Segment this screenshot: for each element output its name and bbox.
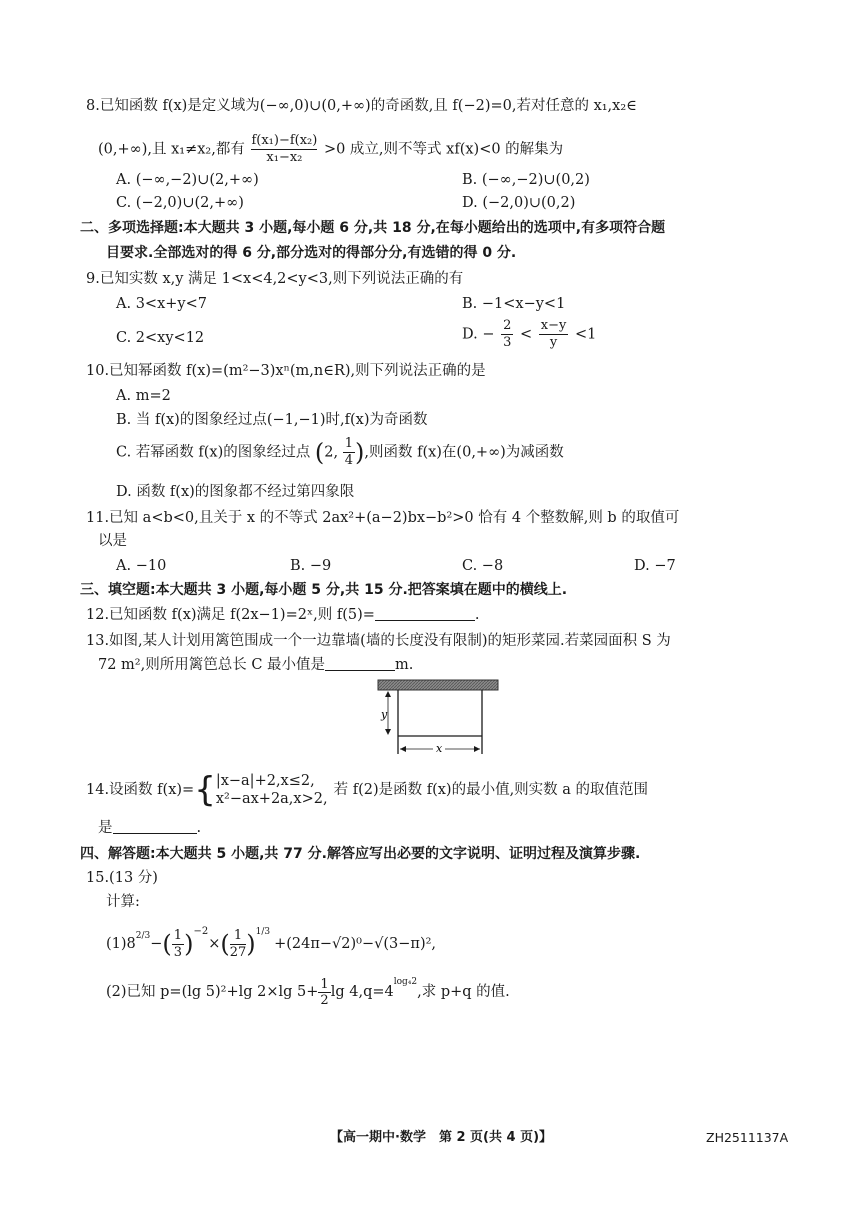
- q14-line2: [98, 818, 201, 838]
- q11-line2: 以是: [98, 533, 127, 549]
- q15-p1-exp2: −2: [193, 926, 209, 937]
- q15-p1-label: (1)8: [106, 936, 136, 952]
- q11-option-d: D. −7: [634, 558, 676, 574]
- q10-c-frac-num: 1: [344, 436, 353, 451]
- q15-p2-frac-den: 2: [320, 992, 329, 1008]
- q9-d-frac2: [539, 318, 569, 351]
- wall-icon: [378, 680, 498, 690]
- q15-p1-minus: −: [150, 936, 163, 952]
- q9-d-prefix: D. −: [462, 326, 495, 343]
- q14-suffix: 若 f(2)是函数 f(x)的最小值,则实数 a 的取值范围: [333, 782, 649, 798]
- section2-heading-line1: 二、多项选择题:本大题共 3 小题,每小题 6 分,共 18 分,在每小题给出的选项中,有多项符合题: [80, 220, 666, 236]
- q15-p1-lparen1: (: [162, 930, 172, 958]
- q8-option-b: B. (−∞,−2)∪(0,2): [462, 172, 590, 188]
- q15-p1-rparen1: ): [184, 930, 194, 958]
- q12-answer-blank[interactable]: [375, 606, 475, 621]
- q15-part1: [106, 922, 436, 962]
- q15-p1-frac2: [230, 928, 247, 961]
- q15-p1-frac1-den: 3: [173, 944, 183, 960]
- q8-frac-num: f(x₁)−f(x₂): [251, 133, 318, 148]
- q10-option-a: A. m=2: [116, 388, 171, 404]
- fig-x-label: x: [436, 742, 443, 755]
- x-arrow-left-icon: [400, 746, 406, 752]
- q10-stem: 10.已知幂函数 f(x)=(m²−3)xⁿ(m,n∈R),则下列说法正确的是: [86, 363, 486, 379]
- q9-d-frac2-num: x−y: [540, 318, 567, 333]
- q12-line: [86, 605, 480, 625]
- q13-line2: [98, 655, 413, 675]
- q10-c-frac-den: 4: [344, 453, 353, 468]
- q14-cases: [216, 772, 328, 808]
- q14-answer-blank[interactable]: [113, 819, 197, 834]
- q14-case2: x²−ax+2a,x>2,: [215, 791, 328, 807]
- q9-stem: 9.已知实数 x,y 满足 1<x<4,2<y<3,则下列说法正确的有: [86, 271, 464, 287]
- q9-option-b: B. −1<x−y<1: [462, 296, 566, 312]
- q15-p2-after: ,求 p+q 的值.: [417, 984, 510, 1000]
- q9-option-a: A. 3<x+y<7: [116, 296, 207, 312]
- q10-option-c: [116, 436, 564, 476]
- left-brace-icon: {: [194, 770, 216, 810]
- q9-option-d: [462, 318, 596, 358]
- section3-heading: 三、填空题:本大题共 3 小题,每小题 5 分,共 15 分.把答案填在题中的横线上.: [80, 582, 568, 598]
- q15-p2-frac: [318, 977, 330, 1008]
- q15-p2-before: (2)已知 p=(lg 5)²+lg 2×lg 5+: [106, 984, 319, 1000]
- footer-page-info: 【高一期中·数学 第 2 页(共 4 页)】: [330, 1130, 553, 1145]
- q9-d-frac1-den: 3: [503, 335, 512, 350]
- footer-code: ZH2511137A: [706, 1130, 789, 1145]
- q13-line1: 13.如图,某人计划用篱笆围成一个一边靠墙(墙的长度没有限制)的矩形菜园.若菜园面积 S 为: [86, 633, 671, 649]
- q12-after: .: [474, 607, 480, 623]
- q8-line2: [98, 133, 563, 167]
- q9-d-frac1-num: 2: [503, 318, 512, 333]
- q15-p1-lparen2: (: [220, 930, 230, 958]
- q14-line1: [86, 772, 648, 812]
- q14-prefix: 14.设函数 f(x)=: [86, 782, 195, 798]
- q15-p1-exp3: 1/3: [255, 927, 271, 937]
- q10-option-b: B. 当 f(x)的图象经过点(−1,−1)时,f(x)为奇函数: [116, 412, 428, 428]
- y-arrow-bottom-icon: [385, 729, 391, 735]
- q13-line2-after: m.: [395, 657, 414, 673]
- q8-option-a: A. (−∞,−2)∪(2,+∞): [116, 172, 259, 188]
- q13-garden-figure: [370, 676, 505, 764]
- q8-option-d: D. (−2,0)∪(0,2): [462, 195, 576, 211]
- y-arrow-top-icon: [385, 691, 391, 697]
- q15-p1-rparen2: ): [246, 930, 256, 958]
- q15-part2: [106, 972, 510, 1006]
- q12-before: 12.已知函数 f(x)满足 f(2x−1)=2ˣ,则 f(5)=: [86, 607, 375, 623]
- section4-heading: 四、解答题:本大题共 5 小题,共 77 分.解答应写出必要的文字说明、证明过程及演算步骤.: [80, 846, 641, 862]
- q10-c-frac: [343, 436, 355, 469]
- x-arrow-right-icon: [474, 746, 480, 752]
- q15-head: 15.(13 分): [86, 870, 158, 886]
- q10-option-d: D. 函数 f(x)的图象都不经过第四象限: [116, 484, 355, 500]
- q15-p2-mid: lg 4,q=4: [330, 984, 394, 1000]
- q8-fraction: [251, 133, 317, 166]
- q11-option-a: A. −10: [116, 558, 167, 574]
- q9-d-mid: <: [519, 326, 533, 343]
- q15-p1-times: ×: [208, 936, 221, 952]
- q11-option-b: B. −9: [290, 558, 332, 574]
- section2-heading-line2: 目要求.全部选对的得 6 分,部分选对的得部分分,有选错的得 0 分.: [106, 245, 517, 261]
- q14-line2-before: 是: [98, 820, 113, 836]
- q15-p1-frac2-num: 1: [230, 928, 247, 945]
- q15-calc-label: 计算:: [106, 894, 140, 910]
- q15-p2-frac-num: 1: [320, 976, 329, 992]
- q11-option-c: C. −8: [462, 558, 504, 574]
- q14-case1: |x−a|+2,x≤2,: [215, 773, 315, 789]
- q8-line2-before: (0,+∞),且 x₁≠x₂,都有: [98, 141, 245, 158]
- q8-option-c: C. (−2,0)∪(2,+∞): [116, 195, 244, 211]
- q10-c-before: C. 若幂函数 f(x)的图象经过点: [116, 444, 311, 461]
- q11-line1: 11.已知 a<b<0,且关于 x 的不等式 2ax²+(a−2)bx−b²>0 恰有 4 个整数解,则 b 的取值可: [86, 510, 680, 526]
- q8-frac-den: x₁−x₂: [266, 150, 303, 165]
- q13-line2-before: 72 m²,则所用篱笆总长 C 最小值是: [98, 657, 326, 673]
- fig-y-label: y: [381, 708, 388, 721]
- q10-c-rparen: ): [354, 438, 365, 467]
- q13-answer-blank[interactable]: [325, 656, 395, 671]
- q8-line1: 8.已知函数 f(x)是定义域为(−∞,0)∪(0,+∞)的奇函数,且 f(−2)=0,若对任意的 x₁,x₂∈: [86, 98, 637, 114]
- q15-p2-exp: log₄2: [393, 977, 418, 987]
- q10-c-point-x: 2,: [324, 444, 339, 461]
- q14-line2-after: .: [196, 820, 202, 836]
- q10-c-lparen: (: [314, 438, 325, 467]
- q15-p1-frac1-num: 1: [173, 927, 183, 943]
- q8-line2-after: >0 成立,则不等式 xf(x)<0 的解集为: [323, 141, 564, 158]
- q9-d-suffix: <1: [574, 326, 597, 343]
- q15-p1-frac1: [172, 928, 184, 961]
- q9-d-frac2-den: y: [549, 335, 558, 350]
- q15-p1-rest: +(24π−√2)⁰−√(3−π)²,: [274, 936, 437, 952]
- q10-c-after: ,则函数 f(x)在(0,+∞)为减函数: [364, 444, 564, 461]
- q9-d-frac1: [501, 318, 513, 351]
- q9-option-c: C. 2<xy<12: [116, 330, 205, 346]
- q15-p1-exp1: 2/3: [135, 931, 151, 941]
- q15-p1-frac2-den: 27: [229, 944, 247, 960]
